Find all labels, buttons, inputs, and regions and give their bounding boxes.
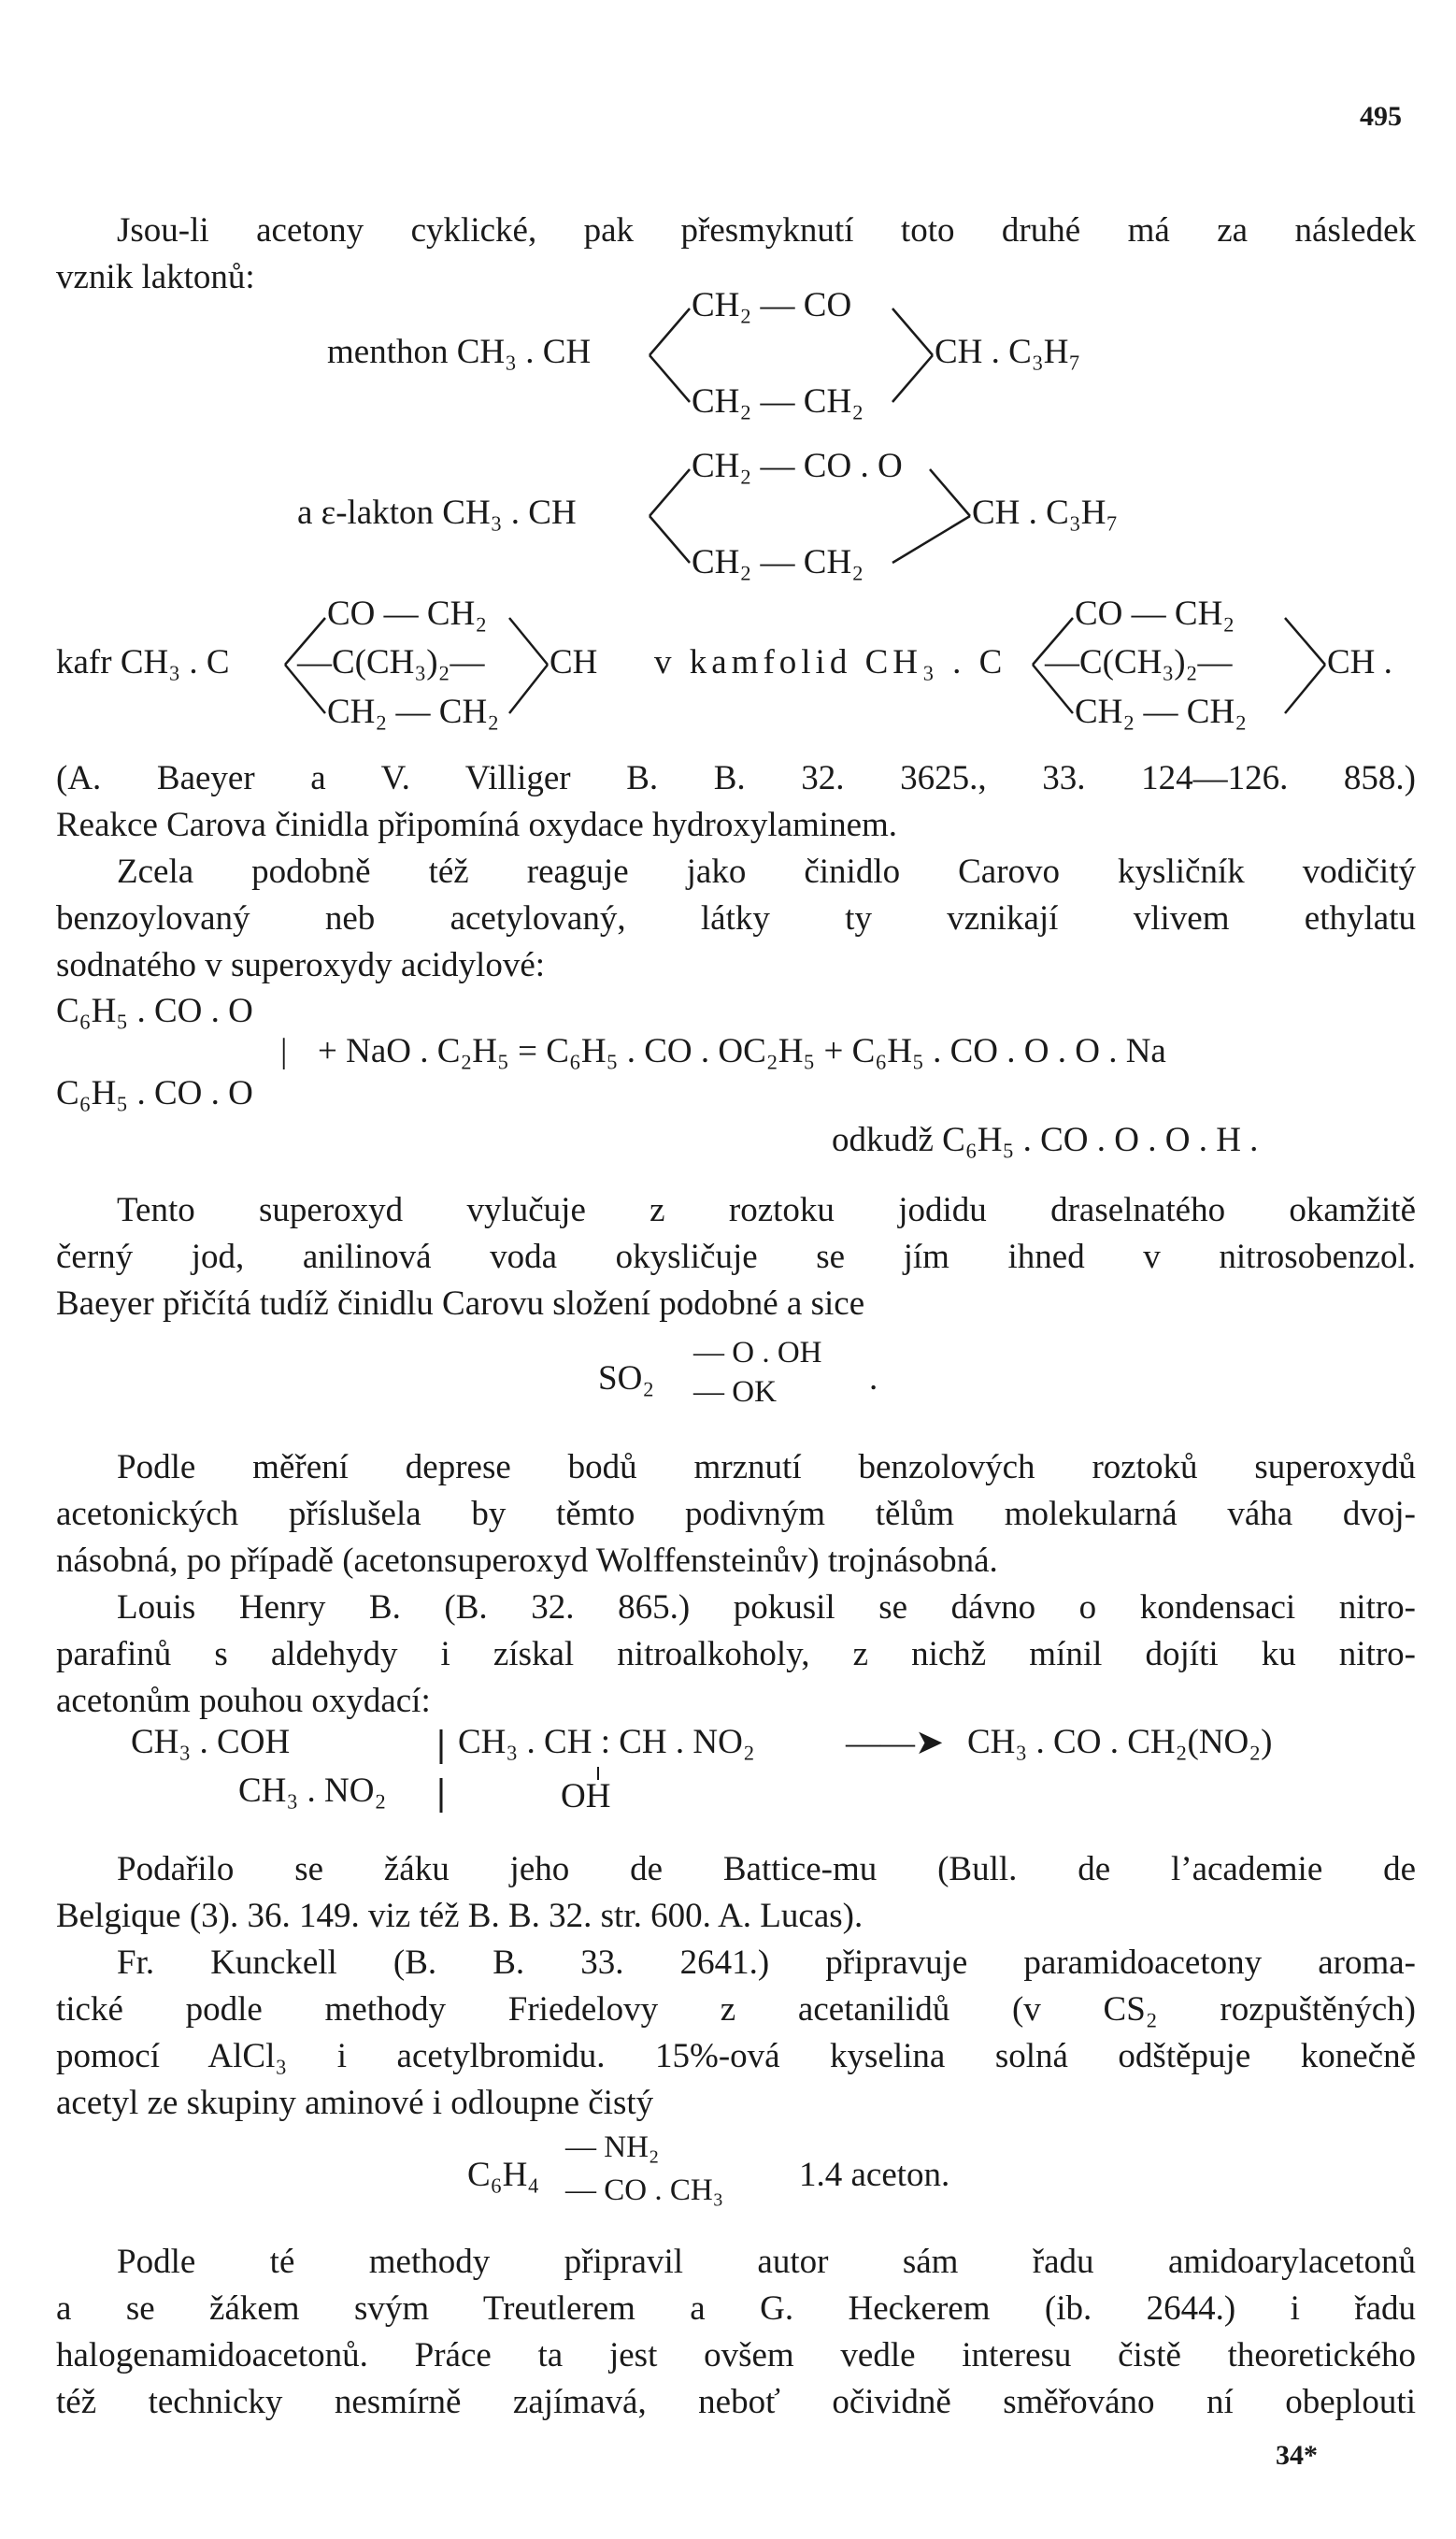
so2-top: — O . OH [693, 1336, 822, 1370]
paragraph-superoxyd [56, 1187, 1416, 1327]
eq2-arrow: ——➤ [846, 1724, 945, 1762]
text-line: a se žákem svým Treutlerem a G. Heckerem (ib. 2644.) i řadu [56, 2289, 1416, 2328]
paragraph-kunckell [56, 1940, 1416, 2127]
text-line: Zcela podobně též reaguje jako činidlo Carovo kysličník vodičitý [117, 853, 1416, 891]
text-line: násobná, po případě (acetonsuperoxyd Wolffensteinův) trojnásobná. [56, 1542, 998, 1580]
so2-bottom: — OK [693, 1375, 777, 1409]
kamfolid-top: CO — CH₂ [1075, 595, 1235, 633]
c6h4-bottom: — CO . CH₃ [565, 2173, 724, 2207]
equation-nitro [0, 1722, 1456, 1825]
eq1-top: C₆H₅ . CO . O [56, 992, 253, 1030]
eq1-rest: + NaO . C₂H₅ = C₆H₅ . CO . OC₂H₅ + C₆H₅ . CO . O . O . Na [318, 1032, 1166, 1070]
text-line: sodnatého v superoxydy acidylové: [56, 946, 546, 984]
text-line: vznik laktonů: [56, 258, 255, 296]
paragraph-amidoaryl [56, 2239, 1416, 2426]
formula-so2 [0, 1332, 1456, 1426]
equation-benzoyl [0, 991, 1456, 1178]
menthon-label: menthon CH₃ . CH [327, 333, 592, 371]
kafr-right: CH [550, 643, 598, 681]
paragraph-henry [56, 1585, 1416, 1725]
c6h4-top: — NH₂ [565, 2130, 660, 2164]
text-line: acetonických příslušela by těmto podivným tělům molekularná váha dvoj- [56, 1495, 1416, 1533]
text-line: acetonům pouhou oxydací: [56, 1682, 431, 1720]
text-line: Tento superoxyd vylučuje z roztoku jodidu draselnatého okamžitě [117, 1191, 1416, 1229]
menthon-bottom: CH₂ — CH₂ [692, 382, 864, 421]
c6h4-tail: 1.4 aceton. [799, 2156, 950, 2194]
text-line: Louis Henry B. (B. 32. 865.) pokusil se dávno o kondensaci nitro- [117, 1588, 1416, 1627]
lakton-right: CH . C₃H₇ [972, 494, 1119, 532]
formula-c6h4 [0, 2127, 1456, 2230]
kafr-label: kafr CH₃ . C [56, 643, 230, 681]
text-line: Podle měření deprese bodů mrznutí benzolových roztoků superoxydů [117, 1448, 1416, 1486]
text-line: též technicky nesmírně zajímavá, neboť očividně směřováno ní obeplouti [56, 2383, 1416, 2421]
text-line: Fr. Kunckell (B. B. 33. 2641.) připravuje paramidoacetony aroma- [117, 1944, 1416, 1982]
kamfolid-middle: —C(CH₃)₂— [1045, 643, 1233, 681]
text-line: tické podle methody Friedelovy z acetanilidů (v CS₂ rozpuštěných) [56, 1990, 1416, 2029]
eq1-bottom: C₆H₅ . CO . O [56, 1074, 253, 1112]
kafr-kamfolid-bonds [0, 594, 1456, 743]
eq1-odkud: odkudž C₆H₅ . CO . O . O . H . [832, 1121, 1259, 1159]
kamfolid-bottom: CH₂ — CH₂ [1075, 693, 1248, 731]
lakton-structure [0, 441, 1456, 581]
reference-line: (A. Baeyer a V. Villiger B. B. 32. 3625., 33. 124—126. 858.) [56, 759, 1416, 797]
lakton-label: a ε-lakton CH₃ . CH [297, 494, 577, 532]
text-line: Podařilo se žáku jeho de Battice-mu (Bull. de l’academie de [117, 1850, 1416, 1888]
paragraph-reference [56, 755, 1416, 849]
menthon-structure [0, 280, 1456, 421]
text-line: parafinů s aldehydy i získal nitroalkoholy, z nichž mínil dojíti ku nitro- [56, 1635, 1416, 1673]
kamfolid-right: CH . [1327, 643, 1392, 681]
eq2-left-bottom: CH₃ . NO₂ [238, 1772, 387, 1810]
eq1-bar: | [280, 1032, 288, 1070]
eq2-mid-bottom: OH [561, 1777, 611, 1815]
text-line: Podle té methody připravil autor sám řadu amidoarylacetonů [117, 2243, 1416, 2281]
eq2-mid-top: CH₃ . CH : CH . NO₂ [458, 1723, 755, 1761]
text-line: Baeyer přičítá tudíž činidlu Carovu složení podobné a sice [56, 1284, 865, 1323]
kafr-middle: —C(CH₃)₂— [297, 643, 485, 681]
text-line: Reakce Carova činidla připomíná oxydace hydroxylaminem. [56, 806, 898, 844]
text-line: černý jod, anilinová voda okysličuje se jím ihned v nitrosobenzol. [56, 1238, 1416, 1276]
menthon-bonds [0, 280, 1456, 430]
paragraph-battice [56, 1846, 1416, 1940]
lakton-bottom: CH₂ — CH₂ [692, 543, 864, 581]
menthon-right: CH . C₃H₇ [935, 333, 1081, 371]
eq2-right: CH₃ . CO . CH₂(NO₂) [967, 1723, 1273, 1761]
menthon-top: CH₂ — CO [692, 286, 852, 324]
so2-dot: . [869, 1359, 878, 1398]
eq2-left-top: CH₃ . COH [131, 1723, 291, 1761]
so2-base: SO₂ [598, 1359, 655, 1398]
lakton-top: CH₂ — CO . O [692, 447, 903, 485]
text-line: Jsou-li acetony cyklické, pak přesmyknutí toto druhé má za následek [117, 211, 1416, 250]
lakton-bonds [0, 441, 1456, 591]
paragraph-deprese [56, 1444, 1416, 1585]
text-line: halogenamidoacetonů. Práce ta jest ovšem vedle interesu čistě theoretického [56, 2336, 1416, 2374]
c6h4-base: C₆H₄ [467, 2156, 540, 2194]
kafr-top: CO — CH₂ [327, 595, 488, 633]
text-line: pomocí AlCl₃ i acetylbromidu. 15%-ová kyselina solná odštěpuje konečně [56, 2037, 1416, 2075]
kafr-kamfolid-structures [0, 594, 1456, 734]
kamfolid-label: v kamfolid CH₃ . C [654, 643, 1007, 681]
page-number: 495 [1360, 101, 1402, 132]
text-line: benzoylovaný neb acetylovaný, látky ty vznikají vlivem ethylatu [56, 899, 1416, 938]
paragraph-caro [56, 849, 1416, 989]
text-line: acetyl ze skupiny aminové i odloupne čistý [56, 2084, 654, 2122]
signature-mark: 34* [1276, 2440, 1318, 2471]
kafr-bottom: CH₂ — CH₂ [327, 693, 500, 731]
text-line: Belgique (3). 36. 149. viz též B. B. 32. str. 600. A. Lucas). [56, 1897, 864, 1935]
